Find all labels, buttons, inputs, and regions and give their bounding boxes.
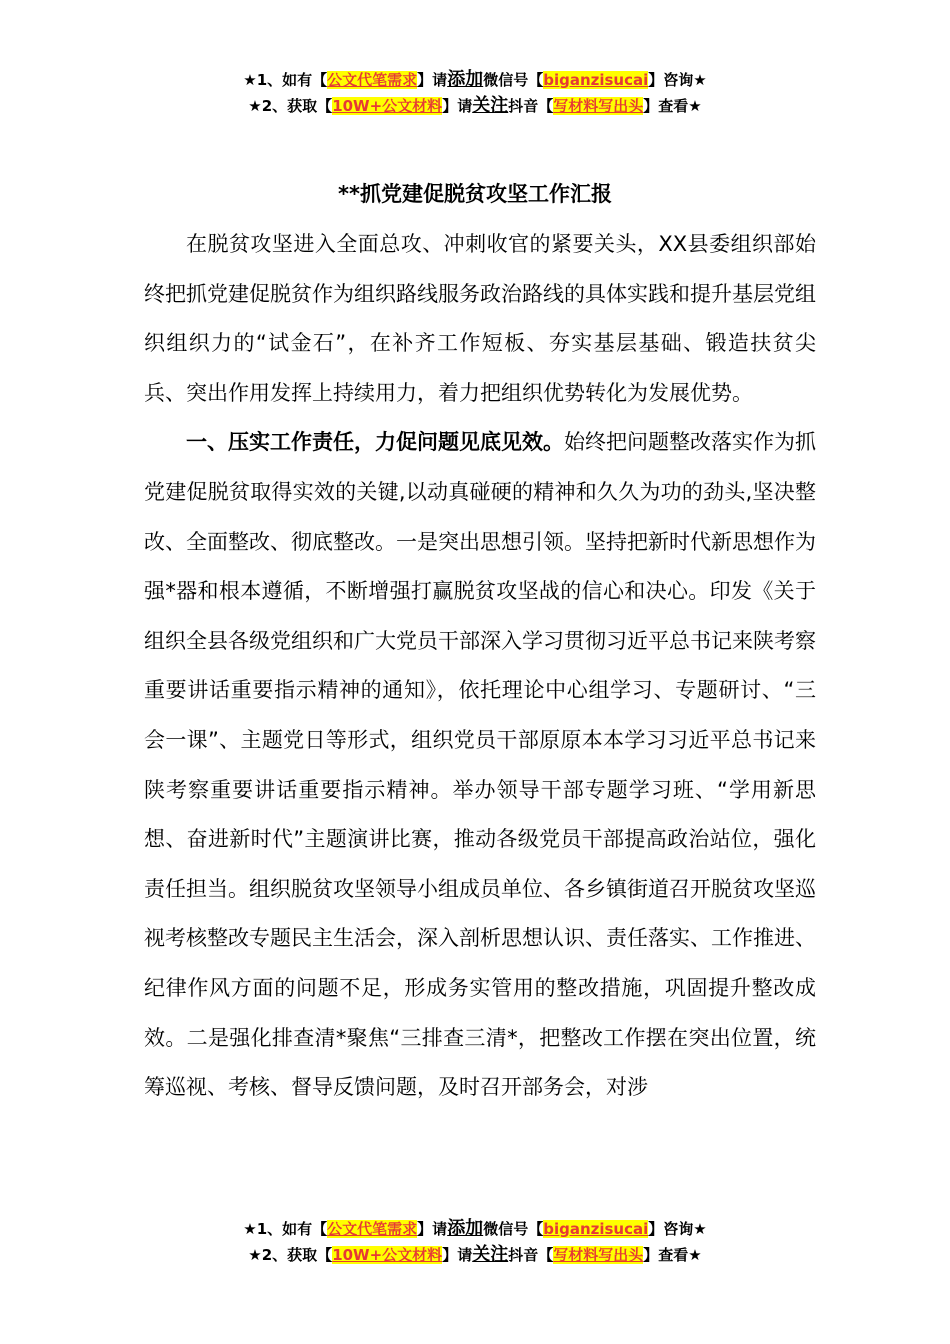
banner-text: ★1、如有【 [243,71,328,89]
banner-text: ★2、获取【 [248,97,333,115]
highlight-text: biganzisucai [543,1220,649,1238]
banner-text: 】查看★ [643,1246,702,1264]
banner-text: 】查看★ [643,97,702,115]
banner-text: 】请 [442,1246,473,1264]
section-heading: 一、压实工作责任，力促问题见底见效。 [186,430,564,455]
paragraph-section-1 [144,418,816,1112]
highlight-text: 公文代笔需求 [327,1220,418,1238]
highlight-text: biganzisucai [543,71,649,89]
banner-text: 抖音【 [508,97,554,115]
banner-text: 】请 [417,1220,448,1238]
banner-text: 】咨询★ [648,1220,707,1238]
banner-line-2 [0,93,950,119]
document-body [144,220,816,1113]
section-body: 始终把问题整改落实作为抓党建促脱贫取得实效的关键,以动真碰硬的精神和久久为功的劲头,坚决整改、全面整改、彻底整改。一是突出思想引领。坚持把新时代新思想作为强*器和根本遵循，不断增强打赢脱贫攻坚战的信心和决心。印发《关于组织全县各级党组织和广大党员干部深入学习贯彻习近平总书记来陕考察重要讲话重要指示精神的通知》，依托理论中心组学习、专题研讨、“三会一课”、主题党日等形式，组织党员干部原原本本学习习近平总书记来陕考察重要讲话重要指示精神。举办领导干部专题学习班、“学用新思想、奋进新时代”主题演讲比赛，推动各级党员干部提高政治站位，强化责任担当。组织脱贫攻坚领导小组成员单位、各乡镇街道召开脱贫攻坚巡视考核整改专题民主生活会，深入剖析思想认识、责任落实、工作推进、纪律作风方面的问题不足，形成务实管用的整改措施，巩固提升整改成效。二是强化排查清*聚焦“三排查三清*，把整改工作摆在突出位置，统筹巡视、考核、督导反馈问题，及时召开部务会，对涉 [144,430,816,1100]
banner-text: ★1、如有【 [243,1220,328,1238]
highlight-text: 10W+公文材料 [332,1246,443,1264]
highlight-text: 写材料写出头 [553,97,644,115]
banner-text: 】咨询★ [648,71,707,89]
highlight-text: 10W+公文材料 [332,97,443,115]
banner-text: 微信号【 [483,1220,544,1238]
banner-text: 抖音【 [508,1246,554,1264]
banner-text: ★2、获取【 [248,1246,333,1264]
emphasis-text: 添加 [447,1218,484,1239]
emphasis-text: 添加 [447,69,484,90]
footer-banner [0,1216,950,1268]
emphasis-text: 关注 [472,95,509,116]
banner-text: 微信号【 [483,71,544,89]
banner-text: 】请 [442,97,473,115]
banner-text: 】请 [417,71,448,89]
highlight-text: 公文代笔需求 [327,71,418,89]
banner-line-2 [0,1242,950,1268]
document-title: **抓党建促脱贫攻坚工作汇报 [338,182,612,206]
paragraph-intro: 在脱贫攻坚进入全面总攻、冲刺收官的紧要关头，XX县委组织部始终把抓党建促脱贫作为组织路线服务政治路线的具体实践和提升基层党组织组织力的“试金石”，在补齐工作短板、夯实基层基础、锻造扶贫尖兵、突出作用发挥上持续用力，着力把组织优势转化为发展优势。 [144,232,816,405]
header-banner [0,67,950,119]
banner-line-1 [0,1216,950,1242]
highlight-text: 写材料写出头 [553,1246,644,1264]
emphasis-text: 关注 [472,1244,509,1265]
banner-line-1 [0,67,950,93]
